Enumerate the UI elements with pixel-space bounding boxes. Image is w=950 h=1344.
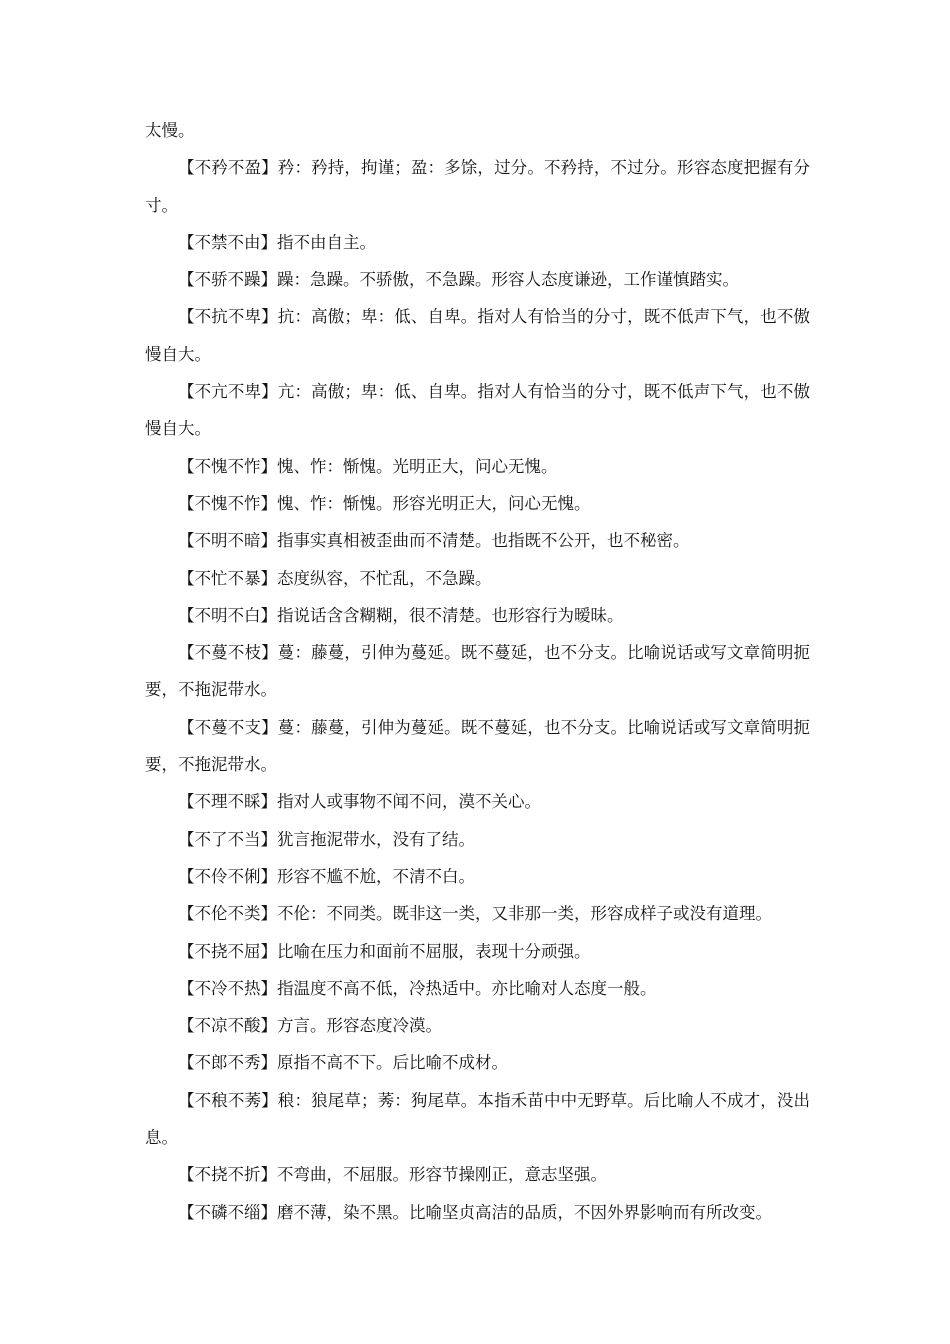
idiom-entry: 【不明不暗】指事实真相被歪曲而不清楚。也指既不公开，也不秘密。 <box>178 531 690 551</box>
idiom-entry: 【不郎不秀】原指不高不下。后比喻不成材。 <box>178 1053 508 1073</box>
idiom-entry: 【不了不当】犹言拖泥带水，没有了结。 <box>178 829 475 849</box>
idiom-entry: 【不矜不盈】矜：矜持，拘谨；盈：多馀，过分。不矜持，不过分。形容态度把握有分寸。 <box>145 158 810 215</box>
idiom-entry: 【不抗不卑】抗：高傲；卑：低、自卑。指对人有恰当的分寸，既不低声下气，也不傲慢自大。 <box>145 307 810 364</box>
idiom-entry: 【不伶不俐】形容不尴不尬，不清不白。 <box>178 866 475 886</box>
idiom-entry: 【不理不睬】指对人或事物不闻不问，漠不关心。 <box>178 792 541 812</box>
idiom-entry: 【不愧不怍】愧、怍：惭愧。光明正大，问心无愧。 <box>178 456 558 476</box>
idiom-entry: 【不蔓不枝】蔓：藤蔓，引伸为蔓延。既不蔓延，也不分支。比喻说话或写文章简明扼要，不拖泥带水。 <box>145 643 810 700</box>
idiom-entry: 【不骄不躁】躁：急躁。不骄傲，不急躁。形容人态度谦逊，工作谨慎踏实。 <box>178 270 739 290</box>
idiom-entry: 【不凉不酸】方言。形容态度冷漠。 <box>178 1016 442 1036</box>
idiom-entry: 【不亢不卑】亢：高傲；卑：低、自卑。指对人有恰当的分寸，既不低声下气，也不傲慢自大。 <box>145 382 810 439</box>
idiom-entry: 【不蔓不支】蔓：藤蔓，引伸为蔓延。既不蔓延，也不分支。比喻说话或写文章简明扼要，不拖泥带水。 <box>145 717 810 775</box>
idiom-entry: 【不挠不屈】比喻在压力和面前不屈服，表现十分顽强。 <box>178 941 591 961</box>
idiom-list <box>145 112 810 1231</box>
continuation-text: 太慢。 <box>145 121 195 140</box>
idiom-entry: 【不磷不缁】磨不薄，染不黑。比喻坚贞高洁的品质，不因外界影响而有所改变。 <box>178 1202 772 1222</box>
idiom-entry: 【不忙不暴】态度纵容，不忙乱，不急躁。 <box>178 568 492 588</box>
idiom-entry: 【不稂不莠】稂：狼尾草；莠：狗尾草。本指禾苗中中无野草。后比喻人不成才，没出息。 <box>145 1090 810 1148</box>
idiom-entry: 【不伦不类】不伦：不同类。既非这一类，又非那一类，形容成样子或没有道理。 <box>178 904 772 924</box>
idiom-entry: 【不冷不热】指温度不高不低，冷热适中。亦比喻对人态度一般。 <box>178 978 657 998</box>
idiom-entry: 【不禁不由】指不由自主。 <box>178 232 376 252</box>
idiom-entry: 【不明不白】指说话含含糊糊，很不清楚。也形容行为暧昧。 <box>178 605 624 625</box>
idiom-entry: 【不挠不折】不弯曲，不屈服。形容节操刚正，意志坚强。 <box>178 1165 607 1185</box>
idiom-entry: 【不愧不怍】愧、怍：惭愧。形容光明正大，问心无愧。 <box>178 493 591 513</box>
